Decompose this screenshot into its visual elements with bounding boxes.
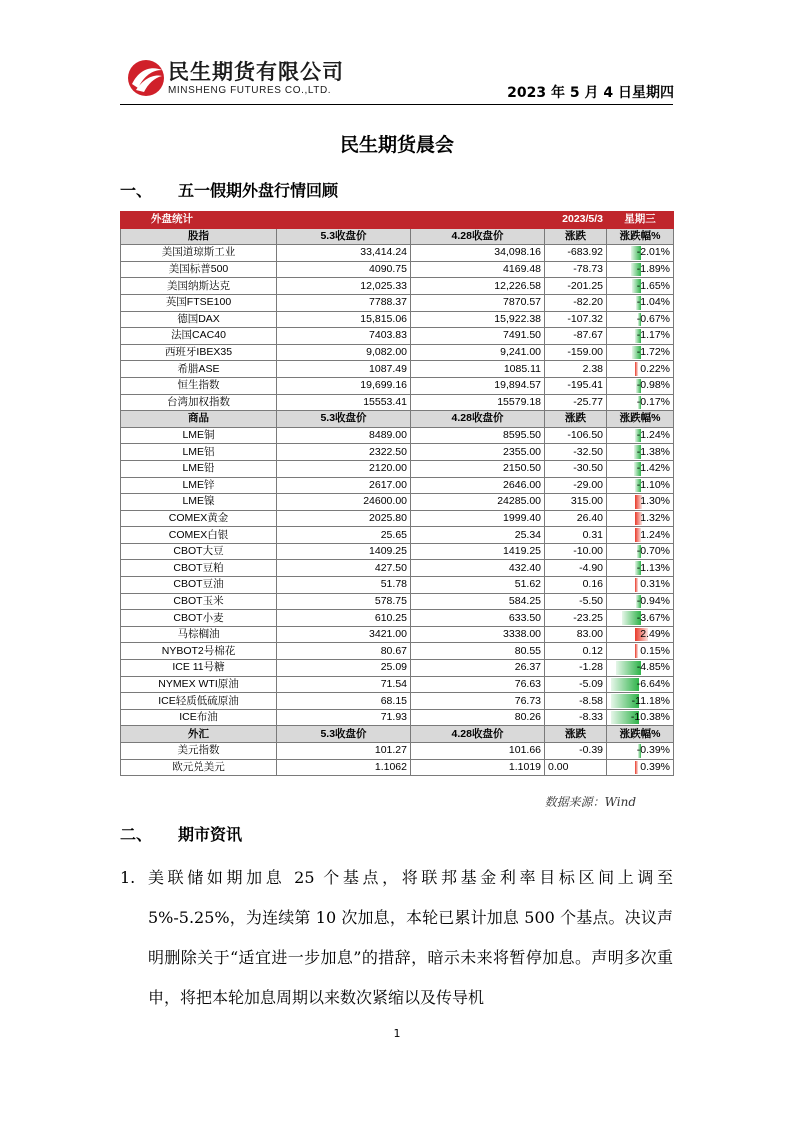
table-row bbox=[121, 494, 674, 511]
table-row bbox=[121, 643, 674, 660]
pct-change-value: -1.04% bbox=[636, 296, 671, 309]
close-value: 15553.41 bbox=[277, 394, 411, 411]
prev-close-value: 76.73 bbox=[411, 693, 545, 710]
category-header: 股指 bbox=[121, 228, 277, 245]
change-value: -8.58 bbox=[545, 693, 607, 710]
pct-change-cell bbox=[607, 693, 674, 710]
category-header: 外汇 bbox=[121, 726, 277, 743]
close-value: 4090.75 bbox=[277, 261, 411, 278]
close-value: 24600.00 bbox=[277, 494, 411, 511]
table-row bbox=[121, 377, 674, 394]
prev-close-header: 4.28收盘价 bbox=[411, 411, 545, 428]
pct-change-cell bbox=[607, 560, 674, 577]
pct-change-value: -11.18% bbox=[631, 694, 671, 707]
pct-change-value: 0.39% bbox=[640, 760, 671, 773]
change-value: 0.12 bbox=[545, 643, 607, 660]
close-value: 578.75 bbox=[277, 593, 411, 610]
company-name-en: MINSHENG FUTURES CO.,LTD. bbox=[168, 85, 332, 96]
prev-close-header: 4.28收盘价 bbox=[411, 726, 545, 743]
table-row bbox=[121, 577, 674, 594]
pct-change-value: -0.39% bbox=[636, 744, 671, 757]
section-title: 期市资讯 bbox=[178, 825, 243, 844]
pct-change-value: 0.15% bbox=[640, 644, 671, 657]
instrument-name: 英国FTSE100 bbox=[121, 294, 277, 311]
prev-close-header: 4.28收盘价 bbox=[411, 228, 545, 245]
instrument-name: LME铅 bbox=[121, 460, 277, 477]
data-source-note: 数据来源：Wind bbox=[544, 795, 636, 809]
prev-close-value: 2355.00 bbox=[411, 444, 545, 461]
instrument-name: CBOT豆粕 bbox=[121, 560, 277, 577]
change-header: 涨跌 bbox=[545, 726, 607, 743]
prev-close-value: 7491.50 bbox=[411, 328, 545, 345]
prev-close-value: 101.66 bbox=[411, 743, 545, 760]
pct-change-cell bbox=[607, 577, 674, 594]
prev-close-value: 80.26 bbox=[411, 709, 545, 726]
pct-change-value: -6.64% bbox=[636, 677, 671, 690]
change-value: -201.25 bbox=[545, 278, 607, 295]
paragraph-text: 美联储如期加息 25 个基点，将联邦基金利率目标区间上调至 5%-5.25%，为连续第 10 次加息，本轮已累计加息 500 个基点。决议声明删除关于“适宜进一步加息”的措辞，暗示未来将暂停加息。声明多次重申，将把本轮加息周期以来数次紧缩以及传导机 bbox=[148, 868, 673, 1007]
pct-change-value: 1.30% bbox=[640, 495, 671, 508]
prev-close-value: 25.34 bbox=[411, 527, 545, 544]
prev-close-value: 2150.50 bbox=[411, 460, 545, 477]
change-value: -5.50 bbox=[545, 593, 607, 610]
table-row bbox=[121, 477, 674, 494]
pct-header: 涨跌幅% bbox=[607, 228, 674, 245]
prev-close-value: 26.37 bbox=[411, 660, 545, 677]
close-value: 25.65 bbox=[277, 527, 411, 544]
prev-close-value: 15579.18 bbox=[411, 394, 545, 411]
pct-change-cell bbox=[607, 377, 674, 394]
pct-change-cell bbox=[607, 245, 674, 262]
prev-close-value: 432.40 bbox=[411, 560, 545, 577]
pct-change-cell bbox=[607, 294, 674, 311]
pct-change-value: -0.98% bbox=[636, 379, 671, 392]
prev-close-value: 2646.00 bbox=[411, 477, 545, 494]
table-row bbox=[121, 709, 674, 726]
pct-change-value: 0.22% bbox=[640, 362, 671, 375]
instrument-name: CBOT豆油 bbox=[121, 577, 277, 594]
close-value: 19,699.16 bbox=[277, 377, 411, 394]
close-value: 1409.25 bbox=[277, 543, 411, 560]
prev-close-value: 1419.25 bbox=[411, 543, 545, 560]
instrument-name: 美国标普500 bbox=[121, 261, 277, 278]
change-header: 涨跌 bbox=[545, 411, 607, 428]
change-value: 0.00 bbox=[545, 759, 607, 776]
instrument-name: CBOT大豆 bbox=[121, 543, 277, 560]
section-number: 二、 bbox=[120, 825, 153, 844]
pct-change-cell bbox=[607, 626, 674, 643]
change-value: 26.40 bbox=[545, 510, 607, 527]
pct-change-cell bbox=[607, 427, 674, 444]
close-value: 71.93 bbox=[277, 709, 411, 726]
instrument-name: 恒生指数 bbox=[121, 377, 277, 394]
table-title-row bbox=[121, 212, 674, 229]
table-row bbox=[121, 344, 674, 361]
change-value: -1.28 bbox=[545, 660, 607, 677]
pct-header: 涨跌幅% bbox=[607, 726, 674, 743]
pct-change-cell bbox=[607, 278, 674, 295]
news-paragraph bbox=[120, 858, 673, 1018]
change-value: -159.00 bbox=[545, 344, 607, 361]
change-value: -10.00 bbox=[545, 543, 607, 560]
table-row bbox=[121, 759, 674, 776]
pct-change-value: -1.89% bbox=[636, 263, 671, 276]
prev-close-value: 8595.50 bbox=[411, 427, 545, 444]
instrument-name: LME铜 bbox=[121, 427, 277, 444]
close-value: 610.25 bbox=[277, 610, 411, 627]
instrument-name: 台湾加权指数 bbox=[121, 394, 277, 411]
pct-change-value: -10.38% bbox=[630, 711, 671, 724]
change-value: -82.20 bbox=[545, 294, 607, 311]
table-row bbox=[121, 543, 674, 560]
table-row bbox=[121, 328, 674, 345]
close-value: 427.50 bbox=[277, 560, 411, 577]
change-value: -32.50 bbox=[545, 444, 607, 461]
instrument-name: COMEX白银 bbox=[121, 527, 277, 544]
pct-change-cell bbox=[607, 460, 674, 477]
change-value: 0.16 bbox=[545, 577, 607, 594]
pct-change-bar bbox=[635, 761, 638, 775]
pct-change-value: -0.67% bbox=[636, 312, 671, 325]
pct-header: 涨跌幅% bbox=[607, 411, 674, 428]
header-divider bbox=[120, 104, 673, 105]
change-value: -4.90 bbox=[545, 560, 607, 577]
instrument-name: LME铝 bbox=[121, 444, 277, 461]
table-date: 2023/5/3 bbox=[545, 212, 607, 229]
prev-close-value: 1999.40 bbox=[411, 510, 545, 527]
prev-close-value: 633.50 bbox=[411, 610, 545, 627]
pct-change-value: 1.32% bbox=[640, 511, 671, 524]
close-value: 1.1062 bbox=[277, 759, 411, 776]
pct-change-cell bbox=[607, 660, 674, 677]
prev-close-value: 1085.11 bbox=[411, 361, 545, 378]
instrument-name: 西班牙IBEX35 bbox=[121, 344, 277, 361]
close-header: 5.3收盘价 bbox=[277, 228, 411, 245]
instrument-name: NYBOT2号棉花 bbox=[121, 643, 277, 660]
pct-change-cell bbox=[607, 477, 674, 494]
section-title: 五一假期外盘行情回顾 bbox=[178, 181, 339, 200]
change-value: -23.25 bbox=[545, 610, 607, 627]
change-value: -87.67 bbox=[545, 328, 607, 345]
table-row bbox=[121, 610, 674, 627]
table-row bbox=[121, 361, 674, 378]
table-weekday: 星期三 bbox=[607, 212, 674, 229]
table-row bbox=[121, 278, 674, 295]
close-value: 2617.00 bbox=[277, 477, 411, 494]
instrument-name: LME镍 bbox=[121, 494, 277, 511]
pct-change-value: -1.72% bbox=[636, 346, 671, 359]
pct-change-value: -0.94% bbox=[636, 594, 671, 607]
close-value: 12,025.33 bbox=[277, 278, 411, 295]
pct-change-value: -1.17% bbox=[636, 329, 671, 342]
pct-change-cell bbox=[607, 261, 674, 278]
prev-close-value: 34,098.16 bbox=[411, 245, 545, 262]
table-row bbox=[121, 626, 674, 643]
pct-change-cell bbox=[607, 610, 674, 627]
pct-change-value: -4.85% bbox=[636, 661, 671, 674]
change-value: -30.50 bbox=[545, 460, 607, 477]
table-row bbox=[121, 245, 674, 262]
pct-change-bar bbox=[635, 578, 638, 592]
instrument-name: 美国纳斯达克 bbox=[121, 278, 277, 295]
market-table bbox=[120, 211, 674, 776]
change-value: 2.38 bbox=[545, 361, 607, 378]
table-row bbox=[121, 261, 674, 278]
table-row bbox=[121, 660, 674, 677]
section-number: 一、 bbox=[120, 181, 153, 200]
prev-close-value: 3338.00 bbox=[411, 626, 545, 643]
change-value: -195.41 bbox=[545, 377, 607, 394]
pct-change-cell bbox=[607, 643, 674, 660]
close-value: 68.15 bbox=[277, 693, 411, 710]
pct-change-cell bbox=[607, 444, 674, 461]
instrument-name: 美元指数 bbox=[121, 743, 277, 760]
instrument-name: CBOT玉米 bbox=[121, 593, 277, 610]
pct-change-cell bbox=[607, 759, 674, 776]
pct-change-cell bbox=[607, 743, 674, 760]
section-heading-1 bbox=[120, 178, 338, 201]
change-value: -683.92 bbox=[545, 245, 607, 262]
close-value: 71.54 bbox=[277, 676, 411, 693]
pct-change-cell bbox=[607, 709, 674, 726]
section-heading-2 bbox=[120, 822, 242, 845]
change-value: -29.00 bbox=[545, 477, 607, 494]
prev-close-value: 1.1019 bbox=[411, 759, 545, 776]
table-row bbox=[121, 444, 674, 461]
instrument-name: NYMEX WTI原油 bbox=[121, 676, 277, 693]
pct-change-cell bbox=[607, 394, 674, 411]
instrument-name: LME锌 bbox=[121, 477, 277, 494]
close-value: 25.09 bbox=[277, 660, 411, 677]
table-row bbox=[121, 510, 674, 527]
close-value: 51.78 bbox=[277, 577, 411, 594]
company-name-cn: 民生期货有限公司 bbox=[168, 60, 344, 84]
instrument-name: COMEX黄金 bbox=[121, 510, 277, 527]
table-title: 外盘统计 bbox=[121, 212, 545, 229]
pct-change-value: -3.67% bbox=[636, 611, 671, 624]
change-value: -106.50 bbox=[545, 427, 607, 444]
table-row bbox=[121, 427, 674, 444]
change-value: -0.39 bbox=[545, 743, 607, 760]
pct-change-value: -1.13% bbox=[636, 561, 671, 574]
close-value: 7788.37 bbox=[277, 294, 411, 311]
prev-close-value: 7870.57 bbox=[411, 294, 545, 311]
close-value: 8489.00 bbox=[277, 427, 411, 444]
pct-change-value: -1.65% bbox=[636, 279, 671, 292]
table-row bbox=[121, 676, 674, 693]
pct-change-bar bbox=[635, 362, 638, 376]
prev-close-value: 51.62 bbox=[411, 577, 545, 594]
close-value: 2120.00 bbox=[277, 460, 411, 477]
change-value: 0.31 bbox=[545, 527, 607, 544]
company-logo bbox=[126, 56, 366, 102]
table-row bbox=[121, 460, 674, 477]
prev-close-value: 76.63 bbox=[411, 676, 545, 693]
pct-change-cell bbox=[607, 543, 674, 560]
close-value: 80.67 bbox=[277, 643, 411, 660]
prev-close-value: 24285.00 bbox=[411, 494, 545, 511]
table-header-row bbox=[121, 228, 674, 245]
table-row bbox=[121, 560, 674, 577]
instrument-name: ICE布油 bbox=[121, 709, 277, 726]
change-value: -8.33 bbox=[545, 709, 607, 726]
instrument-name: 美国道琼斯工业 bbox=[121, 245, 277, 262]
table-row bbox=[121, 743, 674, 760]
table-row bbox=[121, 394, 674, 411]
change-value: -107.32 bbox=[545, 311, 607, 328]
prev-close-value: 80.55 bbox=[411, 643, 545, 660]
change-value: -25.77 bbox=[545, 394, 607, 411]
change-value: -5.09 bbox=[545, 676, 607, 693]
pct-change-value: -1.10% bbox=[636, 478, 671, 491]
pct-change-value: -0.17% bbox=[636, 395, 671, 408]
category-header: 商品 bbox=[121, 411, 277, 428]
pct-change-value: 2.49% bbox=[640, 628, 671, 641]
pct-change-cell bbox=[607, 510, 674, 527]
table-header-row bbox=[121, 411, 674, 428]
page-number: 1 bbox=[393, 1027, 401, 1040]
paragraph-number: 1. bbox=[120, 868, 136, 887]
table-row bbox=[121, 311, 674, 328]
report-date: 2023 年 5 月 4 日星期四 bbox=[507, 85, 674, 101]
instrument-name: 法国CAC40 bbox=[121, 328, 277, 345]
pct-change-value: -1.38% bbox=[636, 445, 671, 458]
prev-close-value: 9,241.00 bbox=[411, 344, 545, 361]
minsheng-logo-icon bbox=[126, 58, 166, 98]
pct-change-cell bbox=[607, 344, 674, 361]
pct-change-cell bbox=[607, 593, 674, 610]
table-row bbox=[121, 527, 674, 544]
change-value: 83.00 bbox=[545, 626, 607, 643]
instrument-name: CBOT小麦 bbox=[121, 610, 277, 627]
close-value: 1087.49 bbox=[277, 361, 411, 378]
prev-close-value: 584.25 bbox=[411, 593, 545, 610]
pct-change-cell bbox=[607, 328, 674, 345]
pct-change-cell bbox=[607, 676, 674, 693]
close-value: 101.27 bbox=[277, 743, 411, 760]
table-header-row bbox=[121, 726, 674, 743]
close-value: 7403.83 bbox=[277, 328, 411, 345]
close-value: 2322.50 bbox=[277, 444, 411, 461]
table-row bbox=[121, 693, 674, 710]
prev-close-value: 4169.48 bbox=[411, 261, 545, 278]
change-value: -78.73 bbox=[545, 261, 607, 278]
close-header: 5.3收盘价 bbox=[277, 726, 411, 743]
instrument-name: 德国DAX bbox=[121, 311, 277, 328]
pct-change-cell bbox=[607, 494, 674, 511]
pct-change-value: -1.24% bbox=[636, 429, 671, 442]
pct-change-value: 1.24% bbox=[640, 528, 671, 541]
close-value: 15,815.06 bbox=[277, 311, 411, 328]
instrument-name: 欧元兑美元 bbox=[121, 759, 277, 776]
close-header: 5.3收盘价 bbox=[277, 411, 411, 428]
instrument-name: 马棕榈油 bbox=[121, 626, 277, 643]
pct-change-bar bbox=[635, 644, 638, 658]
page-title: 民生期货晨会 bbox=[339, 134, 454, 156]
pct-change-cell bbox=[607, 361, 674, 378]
pct-change-cell bbox=[607, 311, 674, 328]
close-value: 2025.80 bbox=[277, 510, 411, 527]
pct-change-value: 0.31% bbox=[640, 578, 671, 591]
change-value: 315.00 bbox=[545, 494, 607, 511]
table-row bbox=[121, 593, 674, 610]
pct-change-value: -1.42% bbox=[636, 462, 671, 475]
prev-close-value: 15,922.38 bbox=[411, 311, 545, 328]
pct-change-bar bbox=[611, 678, 639, 692]
pct-change-cell bbox=[607, 527, 674, 544]
table-row bbox=[121, 294, 674, 311]
change-header: 涨跌 bbox=[545, 228, 607, 245]
pct-change-value: -2.01% bbox=[636, 246, 671, 259]
close-value: 33,414.24 bbox=[277, 245, 411, 262]
instrument-name: 希腊ASE bbox=[121, 361, 277, 378]
prev-close-value: 12,226.58 bbox=[411, 278, 545, 295]
close-value: 3421.00 bbox=[277, 626, 411, 643]
pct-change-value: -0.70% bbox=[636, 545, 671, 558]
prev-close-value: 19,894.57 bbox=[411, 377, 545, 394]
close-value: 9,082.00 bbox=[277, 344, 411, 361]
instrument-name: ICE 11号糖 bbox=[121, 660, 277, 677]
instrument-name: ICE轻质低硫原油 bbox=[121, 693, 277, 710]
